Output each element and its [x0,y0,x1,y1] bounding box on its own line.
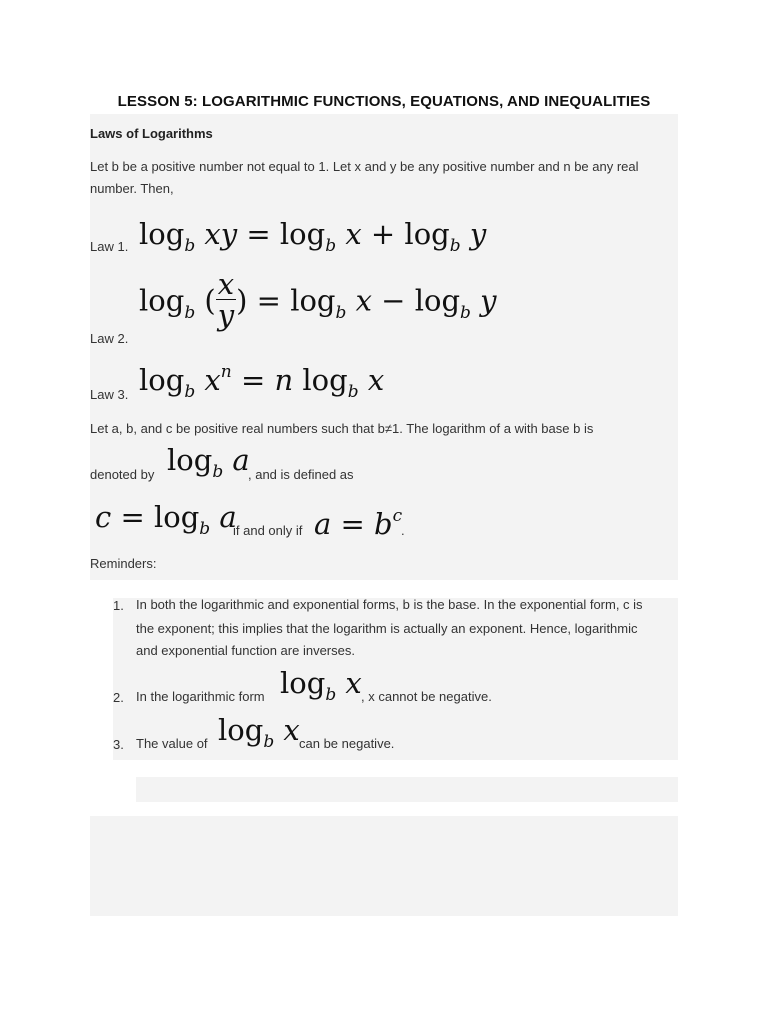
section-heading: Laws of Logarithms [90,126,213,141]
law2-label: Law 2. [90,331,129,346]
law3-formula: $\log_b x^n = n$ $\log_b x$ [139,362,385,402]
empty-panel-small [136,777,678,802]
defined-as-text: , and is defined as [248,467,354,482]
definition-line-1: Let a, b, and c be positive real numbers such that b≠1. The logarithm of a with base b is [90,421,594,436]
reminder-2-number: 2. [113,690,124,705]
law3-label: Law 3. [90,387,129,402]
reminder-1-line-1: In both the logarithmic and exponential forms, b is the base. In the exponential form, c is [136,597,643,612]
reminder-3-after: can be negative. [299,736,395,751]
intro-line-2: number. Then, [90,181,174,196]
reminder-3-before: The value of [136,736,208,751]
reminder-1-line-2: the exponent; this implies that the logarithm is actually an exponent. Hence, logarithmic [136,621,638,636]
denoted-by-text: denoted by [90,467,155,482]
law1-label: Law 1. [90,239,129,254]
law1-formula: $\log_b$ xy = $\log_b x + \log_b y$ [139,217,487,256]
page-title: LESSON 5: LOGARITHMIC FUNCTIONS, EQUATIONS, AND INEQUALITIES [117,93,651,110]
definition-formula-log: $c = \log_b a$ [95,500,237,539]
reminder-3-number: 3. [113,737,124,752]
law2-formula: $\log_b$ ( $\frac{x}{y}$ ) = $\log_b x - \log_b y$ [139,267,497,332]
definition-period: . [401,523,405,538]
reminders-label: Reminders: [90,556,157,571]
log-b-a-formula: $\log_b a$ [167,443,250,482]
definition-formula-exp: $a = b^c$ [314,506,403,541]
intro-line-1: Let b be a positive number not equal to 1. Let x and y be any positive number and n be any real [90,159,639,174]
reminder-2-formula: $\log_b x$ [280,666,362,705]
if-and-only-if-text: if and only if [233,523,303,538]
reminder-3-formula: $\log_b x$ [218,713,300,752]
reminder-1-line-3: and exponential function are inverses. [136,643,355,658]
reminder-2-before: In the logarithmic form [136,689,265,704]
empty-panel-large [90,816,678,916]
reminder-1-number: 1. [113,598,124,613]
reminder-2-after: , x cannot be negative. [361,689,492,704]
